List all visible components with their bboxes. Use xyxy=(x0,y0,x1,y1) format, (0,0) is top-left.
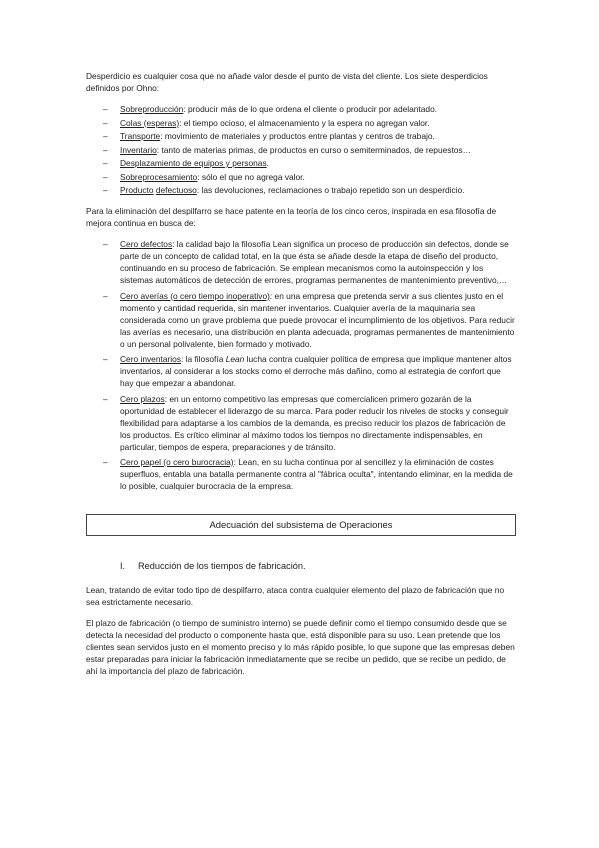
list-item xyxy=(86,171,516,183)
heading-text: Reducción de los tiempos de fabricación. xyxy=(138,561,306,571)
document-page xyxy=(86,70,516,686)
body-paragraph-2: El plazo de fabricación (o tiempo de suministro interno) se puede definir como el tiempo consumido desde que se detecta la necesidad del producto o componente hasta que, está disponible para su uso. Lean pretende que los clientes sean servidos justo en el momento preciso y lo más rápido posible, lo que supone que las empresas deben estar preparadas para iniciar la fabricación inmediatamente que se recibe un pedido, que se recibe un pedido, de ahí la importancia del plazo de fabricación. xyxy=(86,618,515,676)
intro-paragraph: Desperdicio es cualquier cosa que no añade valor desde el punto de vista del cliente. Los siete desperdicios definidos por Ohno: xyxy=(86,71,488,93)
list-item xyxy=(86,144,516,156)
zero-text: lucha contra cualquier política de empresa que implique mantener altos inventarios, al considerar a los stocks como el derroche más dañino, como al estrategia de confort que hay que empezar a abandonar. xyxy=(120,354,512,388)
list-item xyxy=(86,117,516,129)
waste-term: Transporte xyxy=(120,131,161,141)
waste-text: : tanto de materias primas, de productos en curso o semiterminados, de repuestos… xyxy=(156,144,471,155)
waste-term: Producto xyxy=(120,185,154,195)
zero-term: Cero plazos xyxy=(120,393,165,404)
section-title-box xyxy=(86,514,516,536)
list-item xyxy=(86,393,516,453)
body-paragraph-1: Lean, tratando de evitar todo tipo de despilfarro, ataca contra cualquier elemento del plazo de fabricación que no sea estrictamente necesario. xyxy=(86,585,505,607)
wastes-list xyxy=(86,103,516,196)
zeros-intro-paragraph: Para la eliminación del despilfarro se hace patente en la teoría de los cinco ceros, inspirada en esa filosofía de mejora continua en busca de: xyxy=(86,206,497,228)
list-item xyxy=(86,456,516,492)
list-item xyxy=(86,103,516,115)
zero-emph: Lean xyxy=(225,354,245,364)
zero-term: Cero inventarios xyxy=(120,354,181,364)
list-item xyxy=(86,130,516,142)
waste-term: Desplazamiento de equipos y personas xyxy=(120,158,267,168)
zero-pre: : la filosofía xyxy=(180,354,226,364)
zero-text: : en una empresa que pretenda servir a sus clientes justo en el momento y cantidad requerida, sin mantener inventarios. Cualquier avería de la maquinaria sea considerada como un grave problema que puede provocar el incumplimiento de los objetivos. Para reducir las averías es necesario, una distribución en planta adecuada, programas permanentes de mantenimiento o un personal polivalente, bien formado y motivado. xyxy=(120,290,515,349)
waste-term: Sobreproducción xyxy=(120,104,184,114)
zero-term: Cero averías (o cero tiempo inoperativo) xyxy=(120,290,270,301)
waste-text: . xyxy=(266,158,269,168)
waste-text: : las devoluciones, reclamaciones o trabajo repetido son un desperdicio. xyxy=(196,185,465,195)
waste-term: Colas (esperas) xyxy=(120,117,180,128)
waste-term: Sobreprocesamiento xyxy=(120,171,198,182)
waste-text: : movimiento de materiales y productos entre plantas y centros de trabajo. xyxy=(160,131,435,141)
waste-term-2: defectuoso xyxy=(155,185,197,195)
list-item xyxy=(86,238,516,286)
waste-text: : el tiempo ocioso, el almacenamiento y la espera no agregan valor. xyxy=(179,117,430,128)
heading-number: I. xyxy=(120,561,126,571)
zero-text: : en un entorno competitivo las empresas que comercialicen primero gozarán de la oportunidad de establecer el liderazgo de su marca. Para poder reducir los niveles de stocks y conseguir flexibilidad para adaptarse a los cambios de la demanda, es preciso reducir los plazos de fabricación de los productos. Es crítico eliminar al máximo todos los tiempos no directamente indispensables, en particular, tiempos de espera, preparaciones y de tránsito. xyxy=(120,393,509,452)
list-item xyxy=(86,184,516,196)
list-item xyxy=(86,157,516,169)
waste-term: Inventario xyxy=(120,144,157,155)
zero-text: : la calidad bajo la filosofía Lean significa un proceso de producción sin defectos, donde se parte de un concepto de calidad total, en la que ésta se añade desde la etapa de diseño del producto, continuando en su proceso de fabricación. Se emplean mecanismos como la autoinspección y los sistemas automáticos de detección de errores, programas permanentes de mantenimiento preventivo,… xyxy=(120,239,509,285)
list-item xyxy=(86,353,516,389)
waste-text: : producir más de lo que ordena el cliente o producir por adelantado. xyxy=(183,104,438,114)
section-title: Adecuación del subsistema de Operaciones xyxy=(209,519,393,530)
zeros-list xyxy=(86,238,516,492)
section-heading xyxy=(86,560,516,572)
zero-text: : Lean, en su lucha continua por al sencillez y la eliminación de costes superfluos, entabla una batalla permanente contra al "fábrica oculta", intentando eliminar, en la medida de lo posible, cualquier burocracia de la empresa. xyxy=(120,457,513,491)
zero-term: Cero defectos xyxy=(120,239,173,249)
list-item xyxy=(86,290,516,350)
zero-term: Cero papel (o cero burocracia) xyxy=(120,457,234,467)
waste-text: : sólo el que no agrega valor. xyxy=(197,171,305,182)
